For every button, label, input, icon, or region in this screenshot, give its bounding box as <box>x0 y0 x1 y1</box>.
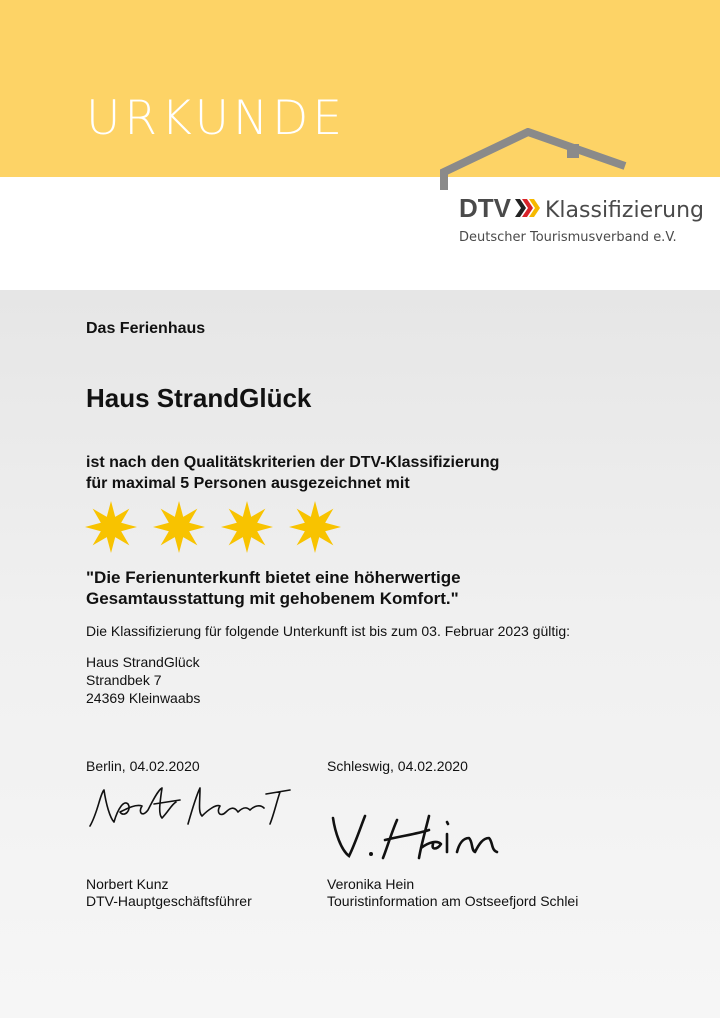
property-address <box>86 653 200 707</box>
validity-text: Die Klassifizierung für folgende Unterkunft ist bis zum 03. Februar 2023 gültig: <box>86 623 571 639</box>
signature-norbert-kunz <box>84 782 304 832</box>
address-line: 24369 Kleinwaabs <box>86 690 201 706</box>
signature-place-date-right: Schleswig, 04.02.2020 <box>327 758 468 774</box>
criteria-line: für maximal 5 Personen ausgezeichnet mit <box>86 475 410 492</box>
quote-line: Gesamtausstattung mit gehobenem Komfort." <box>86 589 459 608</box>
rating-star-icon <box>288 500 342 554</box>
signature-place-date-left: Berlin, 04.02.2020 <box>86 758 200 774</box>
rating-star-icon <box>84 500 138 554</box>
signer-name: Veronika Hein <box>327 876 415 892</box>
logo-subtitle: Deutscher Tourismusverband e.V. <box>459 230 677 245</box>
signature-veronika-hein <box>325 808 505 862</box>
dtv-chevron-icon <box>515 197 541 219</box>
signer-role: Touristinformation am Ostseefjord Schlei <box>327 893 579 909</box>
quote-line: "Die Ferienunterkunft bietet eine höherwertige <box>86 568 461 587</box>
logo-product: Klassifizierung <box>545 198 705 223</box>
rating-star-icon <box>220 500 274 554</box>
signer-right <box>327 876 578 910</box>
house-roof-icon <box>440 128 690 198</box>
address-line: Strandbek 7 <box>86 672 162 688</box>
property-name: Haus StrandGlück <box>86 383 312 413</box>
logo-wordmark <box>459 195 704 222</box>
signer-name: Norbert Kunz <box>86 876 169 892</box>
logo-brand: DTV <box>459 193 511 223</box>
certificate-title: URKUNDE <box>86 91 347 146</box>
dtv-logo <box>440 128 705 258</box>
signer-left <box>86 876 252 910</box>
criteria-text <box>86 452 499 494</box>
rating-quote <box>86 567 461 609</box>
criteria-line: ist nach den Qualitätskriterien der DTV-Klassifizierung <box>86 454 500 471</box>
intro-text: Das Ferienhaus <box>86 320 206 337</box>
signer-role: DTV-Hauptgeschäftsführer <box>86 893 252 909</box>
rating-star-icon <box>152 500 206 554</box>
address-line: Haus StrandGlück <box>86 654 200 670</box>
